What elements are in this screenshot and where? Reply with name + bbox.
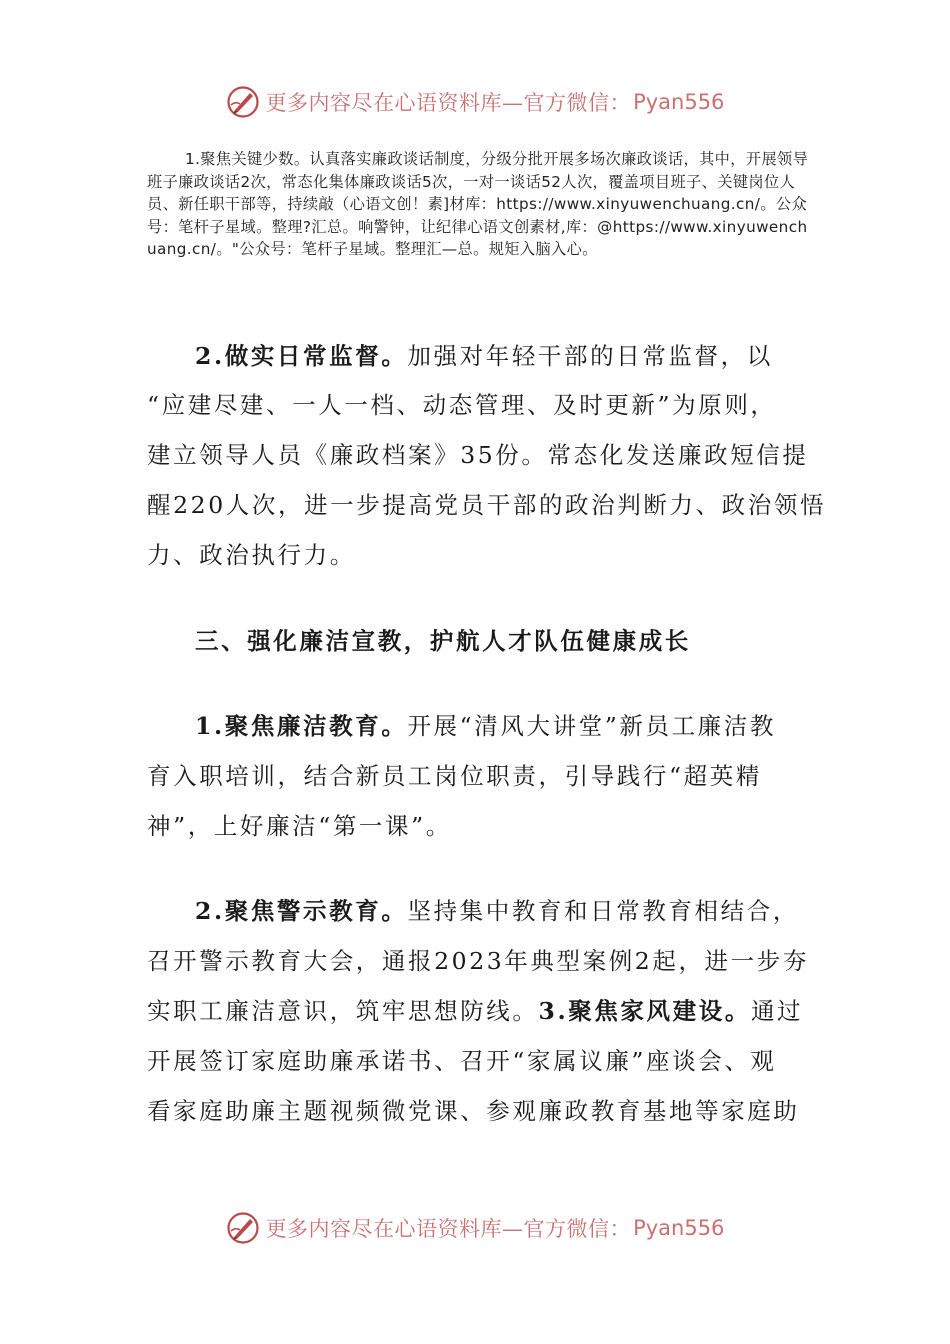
pen-circle-logo-icon <box>226 85 260 119</box>
p33-title: 3.聚焦家风建设。 <box>538 997 751 1025</box>
banner-wechat-id: Pyan556 <box>633 90 725 114</box>
p2-line-5: 力、政治执行力。 <box>147 541 356 569</box>
p31-line-3: 神”，上好廉洁“第一课”。 <box>147 812 452 840</box>
p31-title: 1.聚焦廉洁教育。 <box>195 712 408 740</box>
section-heading: 三、强化廉洁宣教，护航人才队伍健康成长 <box>195 627 691 655</box>
p2-line-4: 醒220人次，进一步提高党员干部的政治判断力、政治领悟 <box>147 491 827 519</box>
p2-line-2: “应建尽建、一人一档、动态管理、及时更新”为原则， <box>147 391 777 419</box>
p2-title: 2.做实日常监督。 <box>195 342 408 370</box>
footer-banner <box>0 1206 950 1250</box>
small-paragraph: 1.聚焦关键少数。认真落实廉政谈话制度，分级分批开展多场次廉政谈话，其中，开展领导班子廉政谈话2次，常态化集体廉政谈话5次，一对一谈话52人次，覆盖项目班子、关键岗位人员、新任职干部等，持续敲（心语文创！素]材库：https://www.xinyuwenchuang.cn/。公众号：笔杆子星域。整理?汇总。响警钟，让纪律心语文创素材,库：@https://www.xinyuwenchuang.cn/。"公众号：笔杆子星域。整理汇—总。规矩入脑入心。 <box>147 150 809 258</box>
p31-line-2: 育入职培训，结合新员工岗位职责，引导践行“超英精 <box>147 762 762 790</box>
p31-line-1: 1.聚焦廉洁教育。开展“清风大讲堂”新员工廉洁教 <box>195 712 776 740</box>
p32-line-1: 2.聚焦警示教育。坚持集中教育和日常教育相结合， <box>195 897 799 925</box>
p32-line-3: 实职工廉洁意识，筑牢思想防线。3.聚焦家风建设。通过 <box>147 997 804 1025</box>
pen-circle-logo-icon <box>226 1211 260 1245</box>
p32-line-4: 开展签订家庭助廉承诺书、召开“家属议廉”座谈会、观 <box>147 1047 777 1075</box>
banner-text: 更多内容尽在心语资料库—官方微信： <box>265 91 632 115</box>
p32-line-5: 看家庭助廉主题视频微党课、参观廉政教育基地等家庭助 <box>147 1097 800 1125</box>
p2-line-1: 2.做实日常监督。加强对年轻干部的日常监督，以 <box>195 342 773 370</box>
banner-wechat-id: Pyan556 <box>633 1216 725 1240</box>
p32-line-2: 召开警示教育大会，通报2023年典型案例2起，进一步夯 <box>147 947 809 975</box>
p32-title: 2.聚焦警示教育。 <box>195 897 408 925</box>
p2-line-3: 建立领导人员《廉政档案》35份。常态化发送廉政短信提 <box>147 441 809 469</box>
header-banner <box>0 80 950 124</box>
banner-text: 更多内容尽在心语资料库—官方微信： <box>265 1217 632 1241</box>
